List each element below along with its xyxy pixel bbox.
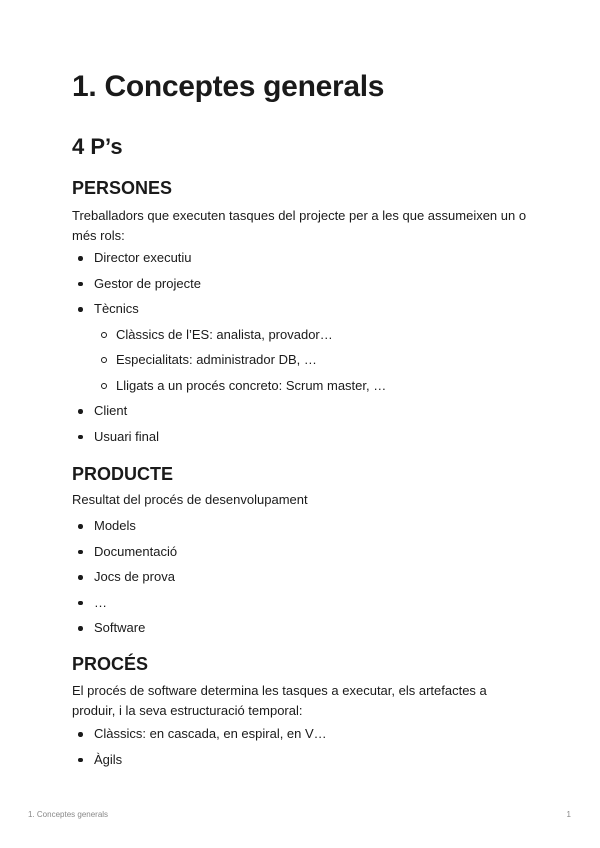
persones-description: Treballadors que executen tasques del projecte per a les que assumeixen un o més rols: — [72, 208, 527, 243]
bullet-icon — [78, 626, 83, 631]
bullet-icon — [78, 601, 83, 606]
hollow-bullet-icon — [101, 383, 107, 389]
list-item: Gestor de projecte — [72, 274, 386, 300]
sub-list-item: Lligats a un procés concreto: Scrum master, … — [72, 376, 386, 402]
persones-heading: PERSONES — [72, 178, 173, 198]
list-item: Clàssics: en cascada, en espiral, en V… — [72, 724, 327, 750]
bullet-icon — [78, 256, 83, 261]
footer-title: 1. Conceptes generals — [28, 810, 109, 819]
list-item: Jocs de prova — [72, 567, 177, 593]
list-item: Software — [72, 618, 177, 644]
page-title: 1. Conceptes generals — [72, 70, 385, 103]
section-title: 4 P’s — [72, 134, 123, 159]
producte-description: Resultat del procés de desenvolupament — [72, 492, 308, 507]
sub-list-item: Clàssics de l’ES: analista, provador… — [72, 325, 386, 351]
sub-list-item: Especialitats: administrador DB, … — [72, 350, 386, 376]
list-item: Models — [72, 516, 177, 542]
proces-list — [72, 724, 327, 775]
list-item: Usuari final — [72, 427, 386, 453]
bullet-icon — [78, 550, 83, 555]
bullet-icon — [78, 575, 83, 580]
proces-heading: PROCÉS — [72, 654, 149, 674]
proces-description: El procés de software determina les tasques a executar, els artefactes a produir, i la seva estructuració temporal: — [72, 683, 487, 718]
list-item: Documentació — [72, 542, 177, 568]
bullet-icon — [78, 282, 83, 287]
list-item: Client — [72, 401, 386, 427]
bullet-icon — [78, 435, 83, 440]
persones-list — [72, 248, 386, 452]
list-item: Tècnics — [72, 299, 386, 325]
bullet-icon — [78, 307, 83, 312]
bullet-icon — [78, 758, 83, 763]
producte-list — [72, 516, 177, 644]
hollow-bullet-icon — [101, 332, 107, 338]
list-item: … — [72, 593, 177, 619]
page-number: 1 — [566, 810, 571, 819]
producte-heading: PRODUCTE — [72, 464, 174, 484]
bullet-icon — [78, 409, 83, 414]
list-item: Director executiu — [72, 248, 386, 274]
bullet-icon — [78, 524, 83, 529]
bullet-icon — [78, 732, 83, 737]
hollow-bullet-icon — [101, 357, 107, 363]
list-item: Àgils — [72, 750, 327, 776]
